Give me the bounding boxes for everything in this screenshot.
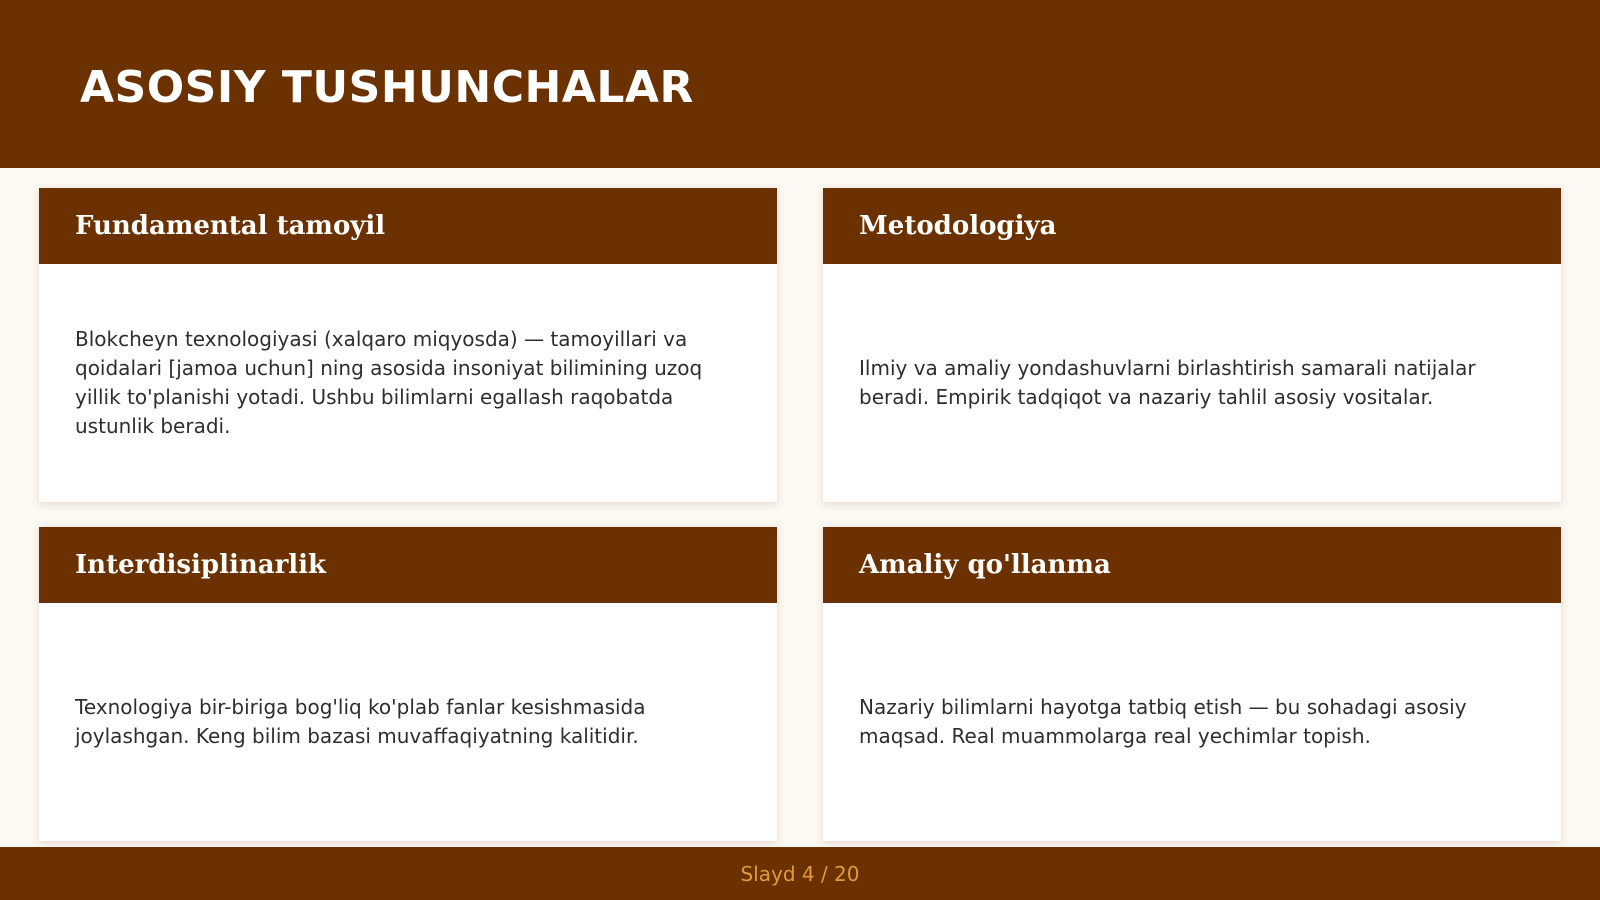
card-title: Fundamental tamoyil: [75, 211, 386, 241]
card-methodology: [823, 188, 1561, 502]
card-body: [859, 264, 1525, 502]
card-practical-application: [823, 527, 1561, 841]
card-text: Ilmiy va amaliy yondashuvlarni birlashtirish samarali natijalar beradi. Empirik tadqiqot va nazariy tahlil asosiy vositalar.: [859, 356, 1476, 409]
card-header: [823, 188, 1561, 264]
card-body: [75, 603, 741, 841]
card-header: [823, 527, 1561, 603]
card-fundamental-principle: [39, 188, 777, 502]
card-header: [39, 188, 777, 264]
card-text: Nazariy bilimlarni hayotga tatbiq etish — bu sohadagi asosiy maqsad. Real muammolarga real yechimlar topish.: [859, 695, 1467, 748]
card-title: Amaliy qo'llanma: [859, 550, 1111, 580]
card-interdisciplinarity: [39, 527, 777, 841]
card-header: [39, 527, 777, 603]
card-title: Metodologiya: [859, 211, 1057, 241]
card-body: [75, 264, 741, 502]
card-body: [859, 603, 1525, 841]
slide-counter: Slayd 4 / 20: [740, 861, 860, 886]
card-text: Texnologiya bir-biriga bog'liq ko'plab fanlar kesishmasida joylashgan. Keng bilim bazasi muvaffaqiyatning kalitidir.: [75, 695, 646, 748]
slide-title: ASOSIY TUSHUNCHALAR: [80, 62, 694, 113]
slide-header: [0, 0, 1600, 168]
card-title: Interdisiplinarlik: [75, 550, 327, 580]
slide-footer: [0, 847, 1600, 900]
card-text: Blokcheyn texnologiyasi (xalqaro miqyosda) — tamoyillari va qoidalari [jamoa uchun] ning asosida insoniyat bilimining uzoq yillik to'planishi yotadi. Ushbu bilimlarni egallash raqobatda ustunlik beradi.: [75, 327, 703, 438]
